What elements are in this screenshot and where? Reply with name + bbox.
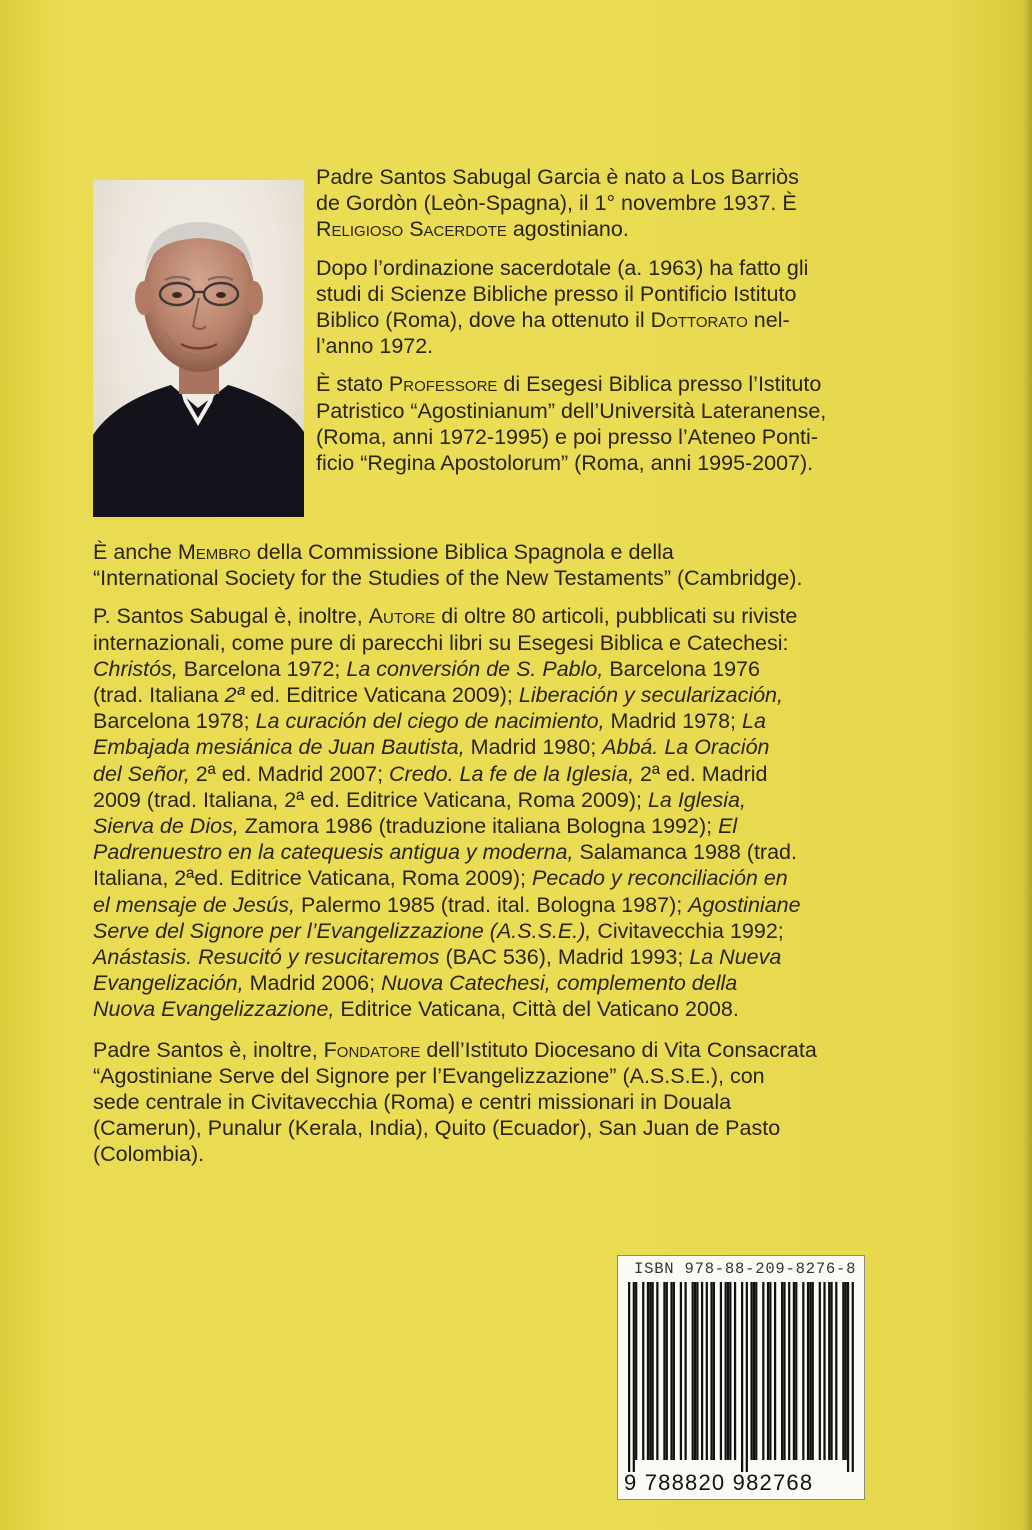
text-line: nel- bbox=[747, 308, 790, 333]
barcode-bar bbox=[727, 1282, 729, 1460]
edition-mark: 2ª bbox=[224, 683, 245, 708]
barcode-bar bbox=[628, 1282, 630, 1472]
bio-main-column bbox=[93, 539, 893, 1168]
book-title: Nuova Catechesi, complemento della bbox=[381, 971, 738, 996]
text-line: Madrid 2006; bbox=[243, 971, 382, 996]
barcode-bar bbox=[819, 1282, 821, 1460]
barcode-bar bbox=[633, 1282, 635, 1472]
barcode-bar bbox=[673, 1282, 675, 1460]
text-line: 2ª ed. Madrid bbox=[634, 761, 768, 786]
text-line: di Esegesi Biblica presso l’Istituto bbox=[497, 372, 822, 397]
isbn-label: ISBN 978-88-209-8276-8 bbox=[634, 1260, 857, 1278]
text-line: Editrice Vaticana, Città del Vaticano 2008. bbox=[334, 997, 739, 1022]
text-line: 2009 (trad. Italiana, 2ª ed. Editrice Vaticana, Roma 2009); bbox=[93, 787, 648, 812]
bio-paragraph-member bbox=[93, 539, 893, 591]
barcode-bar bbox=[652, 1282, 654, 1460]
text-line: ed. Editrice Vaticana 2009); bbox=[244, 683, 519, 708]
text-line: (Colombia). bbox=[93, 1142, 205, 1167]
book-title: La Iglesia, bbox=[647, 787, 746, 812]
book-title: Serve del Signore per l’Evangelizzazione (A.S.S.E.), bbox=[93, 918, 592, 943]
text-line: P. Santos Sabugal è, inoltre, bbox=[93, 604, 369, 629]
barcode-bar bbox=[769, 1282, 771, 1460]
text-line: “International Society for the Studies of the New Testaments” (Cambridge). bbox=[93, 566, 803, 591]
text-line: Zamora 1986 (traduzione italiana Bologna 1992); bbox=[238, 814, 719, 839]
book-title: Agostiniane bbox=[688, 892, 801, 917]
text-line: Padre Santos è, inoltre, bbox=[93, 1037, 324, 1062]
bio-paragraph-founder bbox=[93, 1037, 893, 1168]
book-title: Anástasis. Resucitó y resucitaremos bbox=[93, 945, 440, 970]
barcode-bar bbox=[725, 1282, 727, 1460]
text-line: Biblico (Roma), dove ha ottenuto il bbox=[316, 308, 651, 333]
text-line: studi di Scienze Bibliche presso il Pontificio Istituto bbox=[316, 281, 797, 306]
text-line: Madrid 1978; bbox=[604, 709, 743, 734]
barcode-bar bbox=[809, 1282, 811, 1460]
text-line: Madrid 1980; bbox=[464, 735, 603, 760]
text-line: (Roma, anni 1972-1995) e poi presso l’Ateneo Ponti- bbox=[316, 424, 818, 449]
text-line: della Commissione Biblica Spagnola e della bbox=[250, 540, 674, 564]
barcode-bar bbox=[812, 1282, 814, 1460]
barcode-bar bbox=[746, 1282, 748, 1472]
book-title: El bbox=[718, 814, 738, 839]
book-title: La bbox=[742, 709, 766, 734]
barcode-bar bbox=[847, 1282, 849, 1472]
bio-paragraph-studies bbox=[316, 255, 884, 360]
barcode-bar bbox=[852, 1282, 854, 1472]
barcode-bar bbox=[656, 1282, 658, 1460]
text-line: l’anno 1972. bbox=[316, 334, 434, 359]
barcode-bar bbox=[692, 1282, 694, 1460]
book-title: Nuova Evangelizzazione, bbox=[93, 997, 335, 1022]
barcode-bar bbox=[788, 1282, 790, 1460]
barcode-bar bbox=[753, 1282, 755, 1460]
text-line: agostiniano. bbox=[506, 217, 629, 242]
book-title: del Señor, bbox=[93, 761, 190, 786]
barcode-bar bbox=[767, 1282, 769, 1460]
title-membro: Membro bbox=[177, 540, 251, 564]
barcode-bar bbox=[750, 1282, 752, 1460]
book-title: Pecado y reconciliación en bbox=[532, 866, 788, 891]
barcode-bar bbox=[666, 1282, 668, 1460]
book-title: Liberación y secularización, bbox=[518, 683, 783, 708]
barcode-bar bbox=[701, 1282, 703, 1460]
book-title: Christós, bbox=[93, 656, 178, 681]
barcode-bar bbox=[685, 1282, 687, 1460]
book-title: Sierva de Dios, bbox=[93, 814, 239, 839]
author-photo bbox=[93, 180, 304, 517]
bio-paragraph-birth bbox=[316, 164, 884, 243]
barcode-bar bbox=[835, 1282, 837, 1460]
barcode-bar bbox=[696, 1282, 698, 1460]
barcode-bar bbox=[755, 1282, 757, 1460]
text-line: Patristico “Agostinianum” dell’Università Lateranense, bbox=[316, 398, 827, 423]
book-title: Abbá. La Oración bbox=[602, 735, 770, 760]
text-line: 2ª ed. Madrid 2007; bbox=[189, 761, 390, 786]
text-line: È anche bbox=[93, 540, 178, 564]
text-line: Barcelona 1972; bbox=[177, 656, 347, 681]
isbn-barcode bbox=[617, 1255, 865, 1500]
title-religioso-sacerdote: Religioso Sacerdote bbox=[316, 217, 507, 242]
bio-paragraph-professor bbox=[316, 371, 884, 476]
text-line: Italiana, 2ªed. Editrice Vaticana, Roma 2009); bbox=[93, 866, 532, 891]
text-line: (trad. Italiana bbox=[93, 683, 225, 708]
text-line: Dopo l’ordinazione sacerdotale (a. 1963) ha fatto gli bbox=[316, 255, 809, 280]
barcode-bar bbox=[823, 1282, 825, 1460]
barcode-bar bbox=[729, 1282, 731, 1460]
book-title: Padrenuestro en la catequesis antigua y moderna, bbox=[93, 840, 574, 865]
barcode-bar bbox=[807, 1282, 809, 1460]
barcode-bar bbox=[680, 1282, 682, 1460]
text-line: Barcelona 1978; bbox=[93, 709, 256, 734]
barcode-digits: 9 788820 982768 bbox=[624, 1470, 814, 1495]
text-line: sede centrale in Civitavecchia (Roma) e centri missionari in Douala bbox=[93, 1090, 732, 1115]
barcode-bar bbox=[663, 1282, 665, 1460]
book-title: La curación del ciego de nacimiento, bbox=[255, 709, 605, 734]
barcode-bar bbox=[793, 1282, 795, 1460]
barcode-bar bbox=[706, 1282, 708, 1460]
text-line: (BAC 536), Madrid 1993; bbox=[439, 945, 690, 970]
text-line: Padre Santos Sabugal Garcia è nato a Los Barriòs bbox=[316, 165, 799, 189]
barcode-bar bbox=[635, 1282, 637, 1460]
barcode-bar bbox=[734, 1282, 736, 1460]
title-autore: Autore bbox=[368, 604, 436, 629]
book-title: La Nueva bbox=[689, 945, 782, 970]
barcode-bar bbox=[802, 1282, 804, 1460]
bio-top-column bbox=[316, 164, 884, 476]
barcode-bar bbox=[713, 1282, 715, 1460]
text-line: Civitavecchia 1992; bbox=[591, 918, 784, 943]
barcode-bar bbox=[694, 1282, 696, 1460]
barcode-bar bbox=[795, 1282, 797, 1460]
author-portrait-illustration bbox=[93, 180, 304, 517]
text-line: È stato bbox=[316, 372, 389, 397]
text-line: (Camerun), Punalur (Kerala, India), Quito (Ecuador), San Juan de Pasto bbox=[93, 1116, 781, 1141]
barcode-bar bbox=[830, 1282, 832, 1460]
text-line: internazionali, come pure di parecchi libri su Esegesi Biblica e Catechesi: bbox=[93, 630, 789, 655]
text-line: “Agostiniane Serve del Signore per l’Evangelizzazione” (A.S.S.E.), con bbox=[93, 1063, 765, 1088]
barcode-bar bbox=[642, 1282, 644, 1460]
barcode-bars bbox=[628, 1282, 854, 1472]
barcode-bar bbox=[720, 1282, 722, 1460]
barcode-bar bbox=[774, 1282, 776, 1460]
text-line: Palermo 1985 (trad. ital. Bologna 1987); bbox=[294, 892, 689, 917]
book-title: La conversión de S. Pablo, bbox=[346, 656, 604, 681]
barcode-bar bbox=[762, 1282, 764, 1460]
title-dottorato: Dottorato bbox=[650, 308, 748, 333]
barcode-bar bbox=[710, 1282, 712, 1460]
barcode-bar bbox=[828, 1282, 830, 1460]
barcode-bar bbox=[647, 1282, 649, 1460]
barcode-bar bbox=[670, 1282, 672, 1460]
barcode-bar bbox=[845, 1282, 847, 1460]
barcode-bar bbox=[783, 1282, 785, 1460]
text-line: Salamanca 1988 (trad. bbox=[573, 840, 797, 865]
cover-edge-shadow bbox=[1022, 0, 1032, 1530]
title-professore: Professore bbox=[388, 372, 498, 397]
bio-paragraph-author bbox=[93, 603, 893, 1022]
book-title: Credo. La fe de la Iglesia, bbox=[389, 761, 635, 786]
text-line: di oltre 80 articoli, pubblicati su riviste bbox=[435, 604, 798, 629]
barcode-bar bbox=[842, 1282, 844, 1460]
barcode-bar bbox=[649, 1282, 651, 1460]
book-title: Embajada mesiánica de Juan Bautista, bbox=[93, 735, 465, 760]
barcode-bar bbox=[741, 1282, 743, 1472]
text-line: ficio “Regina Apostolorum” (Roma, anni 1995-2007). bbox=[316, 451, 814, 476]
title-fondatore: Fondatore bbox=[323, 1037, 421, 1062]
text-line: Barcelona 1976 bbox=[603, 656, 760, 681]
text-line: dell’Istituto Diocesano di Vita Consacrata bbox=[420, 1037, 817, 1062]
book-title: el mensaje de Jesús, bbox=[93, 892, 295, 917]
text-line: de Gordòn (Leòn-Spagna), il 1° novembre 1937. È bbox=[316, 191, 797, 216]
barcode-bar bbox=[781, 1282, 783, 1460]
book-title: Evangelización, bbox=[93, 971, 244, 996]
